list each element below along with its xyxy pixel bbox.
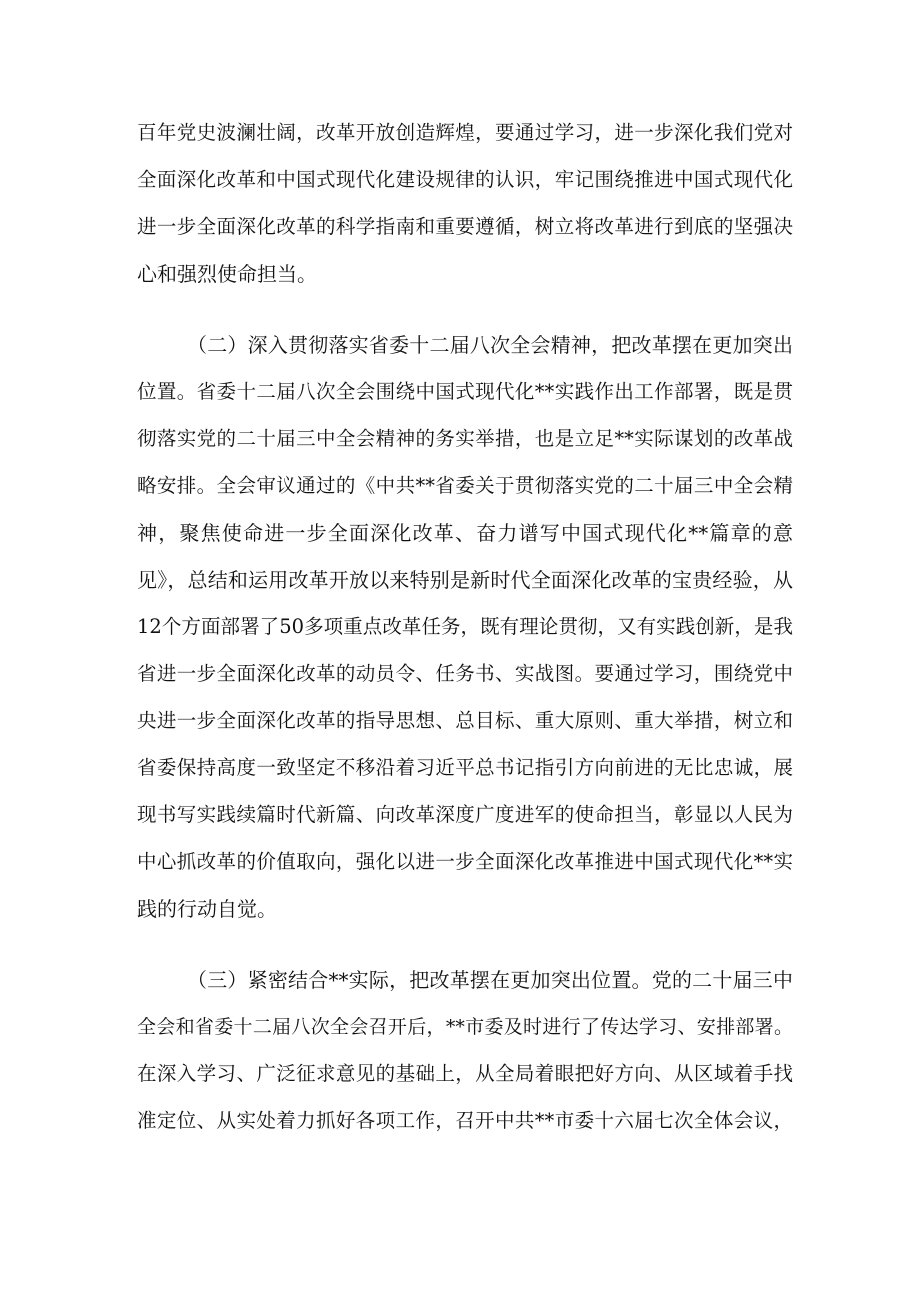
text-line: 12个方面部署了50多项重点改革任务，既有理论贯彻，又有实践创新，是我 <box>137 615 793 638</box>
text-line: 在深入学习、广泛征求意见的基础上，从全局着眼把好方向、从区域着手找 <box>137 1062 793 1085</box>
text-line: 现书写实践续篇时代新篇、向改革深度广度进军的使命担当，彰显以人民为 <box>137 803 793 826</box>
text-line: 位置。省委十二届八次全会围绕中国式现代化**实践作出工作部署，既是贯 <box>137 380 793 403</box>
text-line: 见》，总结和运用改革开放以来特别是新时代全面深化改革的宝贵经验，从 <box>137 568 793 592</box>
text-line: 中心抓改革的价值取向，强化以进一步全面深化改革推进中国式现代化**实 <box>137 850 793 873</box>
paragraph-first-line: （三）紧密结合**实际，把改革摆在更加突出位置。党的二十届三中 <box>187 968 793 992</box>
paragraph-first-line: （二）深入贯彻落实省委十二届八次全会精神，把改革摆在更加突出 <box>187 333 793 357</box>
text-line: 践的行动自觉。 <box>137 897 277 921</box>
text-line: 央进一步全面深化改革的指导思想、总目标、重大原则、重大举措，树立和 <box>137 709 793 732</box>
text-line: 省委保持高度一致坚定不移沿着习近平总书记指引方向前进的无比忠诚，展 <box>137 756 793 779</box>
text-line: 心和强烈使命担当。 <box>137 262 317 286</box>
text-line: 准定位、从实处着力抓好各项工作，召开中共**市委十六届七次全体会议， <box>137 1109 793 1132</box>
text-line: 彻落实党的二十届三中全会精神的务实举措，也是立足**实际谋划的改革战 <box>137 427 793 450</box>
text-line: 全面深化改革和中国式现代化建设规律的认识，牢记围绕推进中国式现代化 <box>137 168 793 191</box>
text-line: 神，聚焦使命进一步全面深化改革、奋力谱写中国式现代化**篇章的意 <box>137 521 793 545</box>
text-line: 全会和省委十二届八次全会召开后，**市委及时进行了传达学习、安排部署。 <box>137 1016 793 1038</box>
text-line: 省进一步全面深化改革的动员令、任务书、实战图。要通过学习，围绕党中 <box>137 662 793 685</box>
text-line: 百年党史波澜壮阔，改革开放创造辉煌，要通过学习，进一步深化我们党对 <box>137 121 793 144</box>
text-line: 进一步全面深化改革的科学指南和重要遵循，树立将改革进行到底的坚强决 <box>137 215 793 238</box>
text-line: 略安排。全会审议通过的《中共**省委关于贯彻落实党的二十届三中全会精 <box>137 474 793 497</box>
